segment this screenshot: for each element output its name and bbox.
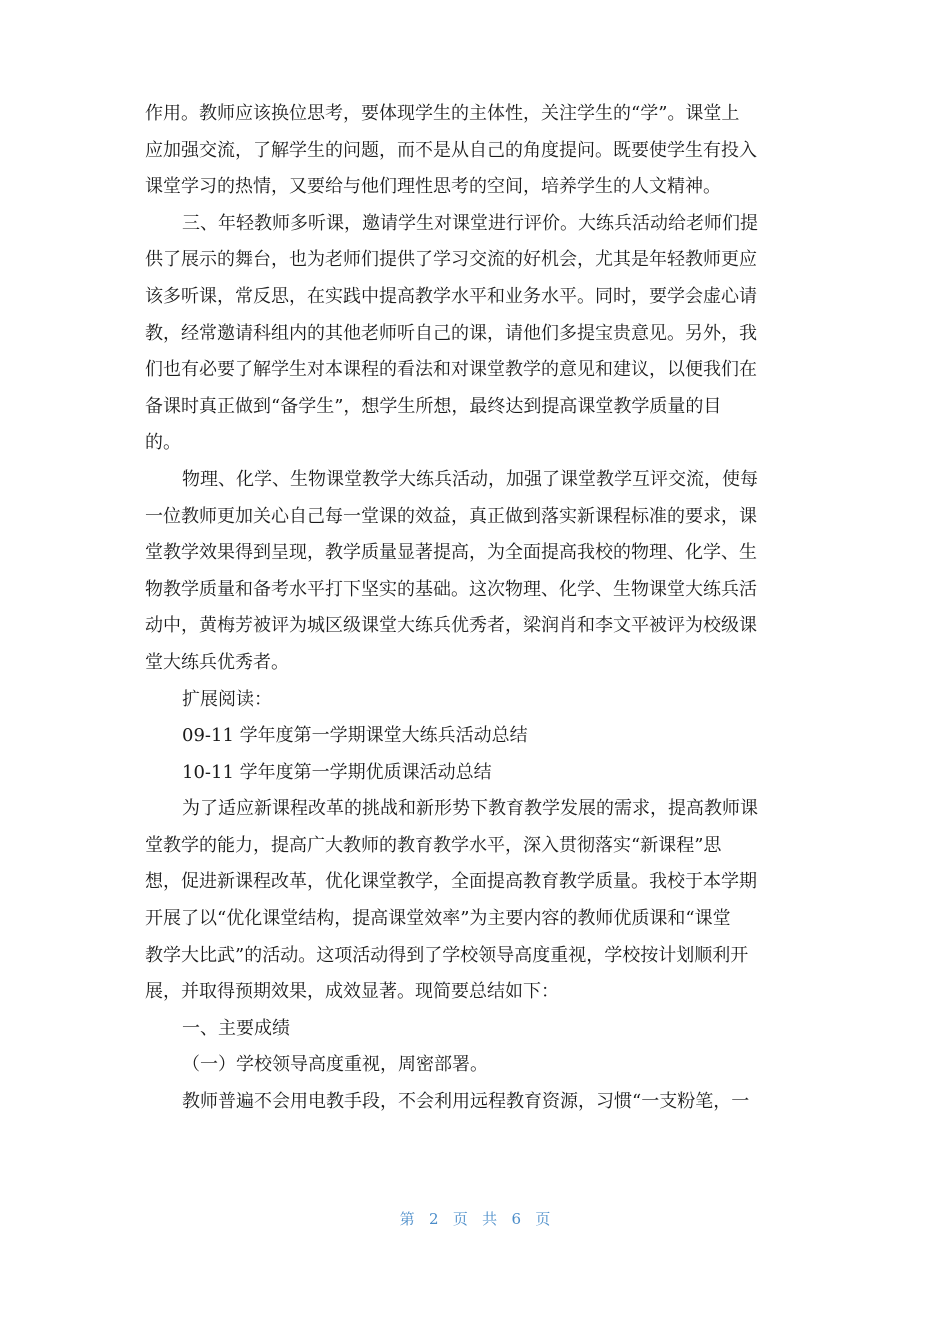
- text-line: 堂大练兵优秀者。: [145, 651, 289, 673]
- section-heading: 一、主要成绩: [182, 1017, 290, 1039]
- paragraph-start-line: 三、年轻教师多听课，邀请学生对课堂进行评价。大练兵活动给老师们提: [182, 212, 758, 234]
- total-pages-number: 6: [511, 1210, 522, 1228]
- text-line: 堂教学效果得到呈现，教学质量显著提高，为全面提高我校的物理、化学、生: [145, 542, 757, 564]
- text-line: 教，经常邀请科组内的其他老师听自己的课，请他们多提宝贵意见。另外，我: [145, 322, 757, 344]
- text-line: 作用。教师应该换位思考，要体现学生的主体性，关注学生的“学”。课堂上: [145, 103, 740, 124]
- paragraph-start-line: 为了适应新课程改革的挑战和新形势下教育教学发展的需求，提高教师课: [182, 798, 758, 820]
- text-line: 课堂学习的热情，又要给与他们理性思考的空间，培养学生的人文精神。: [145, 176, 721, 198]
- page-label-prefix: 第: [399, 1210, 415, 1228]
- text-line: 们也有必要了解学生对本课程的看法和对课堂教学的意见和建议，以便我们在: [145, 359, 757, 381]
- section-heading-extended-reading: 扩展阅读：: [182, 688, 272, 710]
- text-line: 应加强交流，了解学生的问题，而不是从自己的角度提问。既要使学生有投入: [145, 139, 757, 161]
- page-footer: [0, 1208, 950, 1229]
- current-page-number: 2: [428, 1210, 439, 1228]
- text-line: 展，并取得预期效果，成效显著。现简要总结如下：: [145, 981, 559, 1003]
- paragraph-start-line: 教师普遍不会用电教手段，不会利用远程教育资源，习惯“一支粉笔，一: [182, 1091, 750, 1113]
- page-label-suffix: 页: [535, 1210, 551, 1228]
- text-line: 堂教学的能力，提高广大教师的教育教学水平，深入贯彻落实“新课程”思: [145, 834, 722, 856]
- text-line: 动中，黄梅芳被评为城区级课堂大练兵优秀者，梁润肖和李文平被评为校级课: [145, 615, 757, 637]
- text-line: 一位教师更加关心自己每一堂课的效益，真正做到落实新课程标准的要求，课: [145, 505, 757, 527]
- article-title-line: 10-11 学年度第一学期优质课活动总结: [182, 761, 492, 783]
- paragraph-start-line: 物理、化学、生物课堂教学大练兵活动，加强了课堂教学互评交流，使每: [182, 468, 758, 490]
- document-body: [145, 96, 805, 1121]
- text-line: 备课时真正做到“备学生”，想学生所想，最终达到提高课堂教学质量的目: [145, 395, 722, 417]
- text-line: 教学大比武”的活动。这项活动得到了学校领导高度重视，学校按计划顺利开: [145, 944, 749, 966]
- text-line: 想，促进新课程改革，优化课堂教学，全面提高教育教学质量。我校于本学期: [145, 871, 757, 893]
- article-title-line: 09-11 学年度第一学期课堂大练兵活动总结: [182, 725, 528, 747]
- text-line: 该多听课，常反思，在实践中提高教学水平和业务水平。同时，要学会虚心请: [145, 285, 757, 307]
- text-line: 供了展示的舞台，也为老师们提供了学习交流的好机会，尤其是年轻教师更应: [145, 249, 757, 271]
- subsection-heading: （一）学校领导高度重视，周密部署。: [182, 1054, 488, 1076]
- text-line: 物教学质量和备考水平打下坚实的基础。这次物理、化学、生物课堂大练兵活: [145, 578, 757, 600]
- text-line: 开展了以“优化课堂结构，提高课堂效率”为主要内容的教师优质课和“课堂: [145, 908, 731, 930]
- text-line: 的。: [145, 432, 181, 454]
- page-label-middle: 页 共: [452, 1210, 498, 1228]
